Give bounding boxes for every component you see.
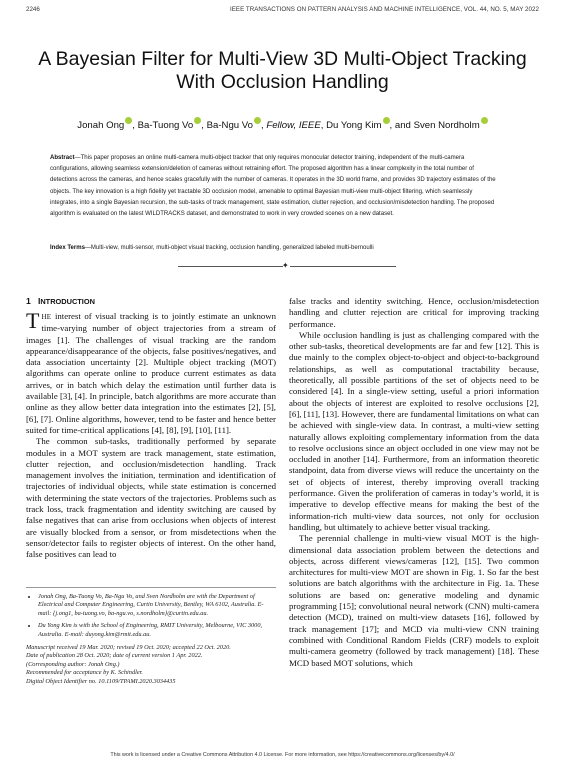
meta-line: Date of publication 28 Oct. 2020; date of current version 1 Apr. 2022. xyxy=(26,652,203,660)
license-footer: This work is licensed under a Creative Commons Attribution 4.0 License. For more information, see https://creativecommons.org/licenses/by/4.0/ xyxy=(110,752,455,758)
orcid-icon[interactable] xyxy=(481,117,488,124)
footnotes xyxy=(26,593,276,686)
author-list: Jonah Ong , Ba-Tuong Vo , Ba-Ngu Vo , Fellow, IEEE, Du Yong Kim , and Sven Nordholm xyxy=(20,117,545,131)
author-name: Jonah Ong xyxy=(77,120,125,131)
paragraph xyxy=(26,308,276,436)
author-name: Sven Nordholm xyxy=(413,120,480,131)
index-terms xyxy=(50,245,520,251)
left-column xyxy=(26,308,276,561)
lead-word: HE xyxy=(41,313,52,321)
abstract-label: Abstract xyxy=(50,155,75,161)
divider-left xyxy=(178,266,283,267)
publication-metadata xyxy=(26,644,276,686)
paragraph: While occlusion handling is just as challenging compared with the other sub-tasks, theoretical developments are far and few [12]. This is due mainly to the complex object-to-object and object-to-background relationships, as well as computational tractability because, theoretically, all possible partitions of the set of objects need to be considered [4]. In a single-view setting, useful a priori information about the objects of interest are exploited to resolve occlusions [2], [6], [11], [13]. However, there are fundamental limitations on what can be achieved with single-view data. In contrast, a multi-view setting naturally allows exploiting complementary information from the data to resolve occlusions since an object occluded in one view may not be occluded in another [14]. Furthermore, from an information theoretic standpoint, data from diverse views will reduce the uncertainty on the set of objects of interest, thereby improving overall tracking performance. Given the proliferation of cameras in today’s world, it is imperative to develop effective means for making the best of the information-rich multi-view data sources, not only for occlusion handling, but ultimately to achieve better visual tracking. xyxy=(289,329,539,532)
footnote-rule xyxy=(26,587,276,588)
meta-line: Manuscript received 19 Mar. 2020; revised 19 Oct. 2020; accepted 22 Oct. 2020. xyxy=(26,644,231,652)
drop-cap: T xyxy=(26,308,40,333)
author-name: Ba-Tuong Vo xyxy=(137,120,194,131)
paragraph: The common sub-tasks, traditionally performed by separate modules in a MOT system are track management, state estimation, clutter rejection, and occlusion/misdetection handling. Track management involves the initiation, termination and identification of trajectories of individual objects, while state estimation is concerned with determining the state vectors of the trajectories. Problems such as track loss, track fragmentation and identity switching are caused by false negatives that can arise from occlusions when objects of interest are visually blocked from a sensor, or from misdetections when the sensor/detector fails to register objects of interest. On the other hand, false positives can lead to xyxy=(26,436,276,560)
paragraph-text: interest of visual tracking is to jointly estimate an unknown time-varying number of object trajectories from a stream of images [1]. The challenges of visual tracking are the random appearance/disappearance of the objects, false positives/negatives, and data association uncertainty [2]. Multiple object tracking (MOT) algorithms can operate online to produce current estimates as data arrives, or in batch which delay the estimation until further data is available [3], [4]. In principle, batch algorithms are more accurate than online as they allow better data integration into the estimates [2], [5], [6], [7]. Online algorithms, however, tend to be faster and hence better suited for time-critical applications [4], [8], [9], [10], [11]. xyxy=(26,311,276,435)
running-header xyxy=(26,6,539,16)
right-column xyxy=(289,296,539,669)
index-terms-label: Index Terms xyxy=(50,245,85,251)
index-terms-text: —Multi-view, multi-sensor, multi-object visual tracking, occlusion handling, generalized labeled multi-bernoulli xyxy=(84,245,374,251)
divider-diamond-icon: ✦ xyxy=(282,261,289,270)
author-name: Ba-Ngu Vo xyxy=(206,120,253,131)
meta-line: Digital Object Identifier no. 10.1109/TPAMI.2020.3034435 xyxy=(26,677,176,685)
meta-line: (Corresponding author: Jonah Ong.) xyxy=(26,660,120,668)
journal-header: IEEE TRANSACTIONS ON PATTERN ANALYSIS AND MACHINE INTELLIGENCE, VOL. 44, NO. 5, MAY 2022 xyxy=(229,6,539,13)
author-name: Fellow, IEEE xyxy=(266,120,321,131)
orcid-icon[interactable] xyxy=(383,117,390,124)
paragraph: The perennial challenge in multi-view visual MOT is the high-dimensional data association problem between the detections and objects, across different views/cameras [12], [15]. Two common architectures for multi-view MOT are shown in Fig. 1. So far the best solutions are batch algorithms with the architecture in Fig. 1a. These solutions are based on: generative modeling and dynamic programming [15]; convolutional neural network (CNN) multi-camera detection (MCD), trained on multi-view datasets [16], followed by track management [17]; and MCD via multi-view CNN training combined with Conditional Random Fields (CRF) models to exploit multi-camera geometry (followed by track management) [18]. These MCD based MOT solutions, which xyxy=(289,533,539,668)
divider-right xyxy=(290,266,396,267)
section-number: 1 xyxy=(26,296,31,306)
abstract-text: —This paper proposes an online multi-camera multi-object tracker that only requires monocular detector training, independent of the multi-camera configurations, allowing seamless extension/deletion of cameras without retraining effort. The proposed algorithm has a linear complexity in the total number of detections across the cameras, and hence scales gracefully with the number of cameras. It operates in the 3D world frame, and provides 3D trajectory estimates of the objects. The key innovation is a high fidelity yet tractable 3D occlusion model, amenable to optimal Bayesian multi-view multi-object filtering, which seamlessly integrates, into a single Bayesian recursion, the sub-tasks of track management, state estimation, clutter rejection, and occlusion/misdetection handling. The proposed algorithm is evaluated on the latest WILDTRACKS dataset, and demonstrated to work in very crowded scenes on a new dataset. xyxy=(50,155,496,218)
author-name: Du Yong Kim xyxy=(326,120,382,131)
section-title-initial: I xyxy=(37,296,41,306)
affiliation-note: • Du Yong Kim is with the School of Engineering, RMIT University, Melbourne, VIC 3000, Australia. E-mail: duyong.kim@rmit.edu.au. xyxy=(38,622,276,639)
affiliation-note: • Jonah Ong, Ba-Tuong Vo, Ba-Ngu Vo, and Sven Nordholm are with the Department of Electrical and Computer Engineering, Curtin University, Bentley, WA 6102, Australia. E-mail: {j.ong1, ba-tuong.vo, ba-ngu.vo, s.nordholm}@curtin.edu.au. xyxy=(38,593,276,618)
paper-title: A Bayesian Filter for Multi-View 3D Multi-Object Tracking With Occlusion Handling xyxy=(38,48,527,93)
orcid-icon[interactable] xyxy=(194,117,201,124)
section-heading xyxy=(26,296,95,306)
abstract xyxy=(50,153,502,220)
page-number: 2246 xyxy=(26,6,40,13)
orcid-icon[interactable] xyxy=(125,117,132,124)
orcid-icon[interactable] xyxy=(254,117,261,124)
paragraph: false tracks and identity switching. Hence, occlusion/misdetection handling and clutter rejection are critical for improving tracking performance. xyxy=(289,296,539,329)
meta-line: Recommended for acceptance by K. Schindler. xyxy=(26,669,143,677)
section-title-rest: NTRODUCTION xyxy=(40,297,95,306)
